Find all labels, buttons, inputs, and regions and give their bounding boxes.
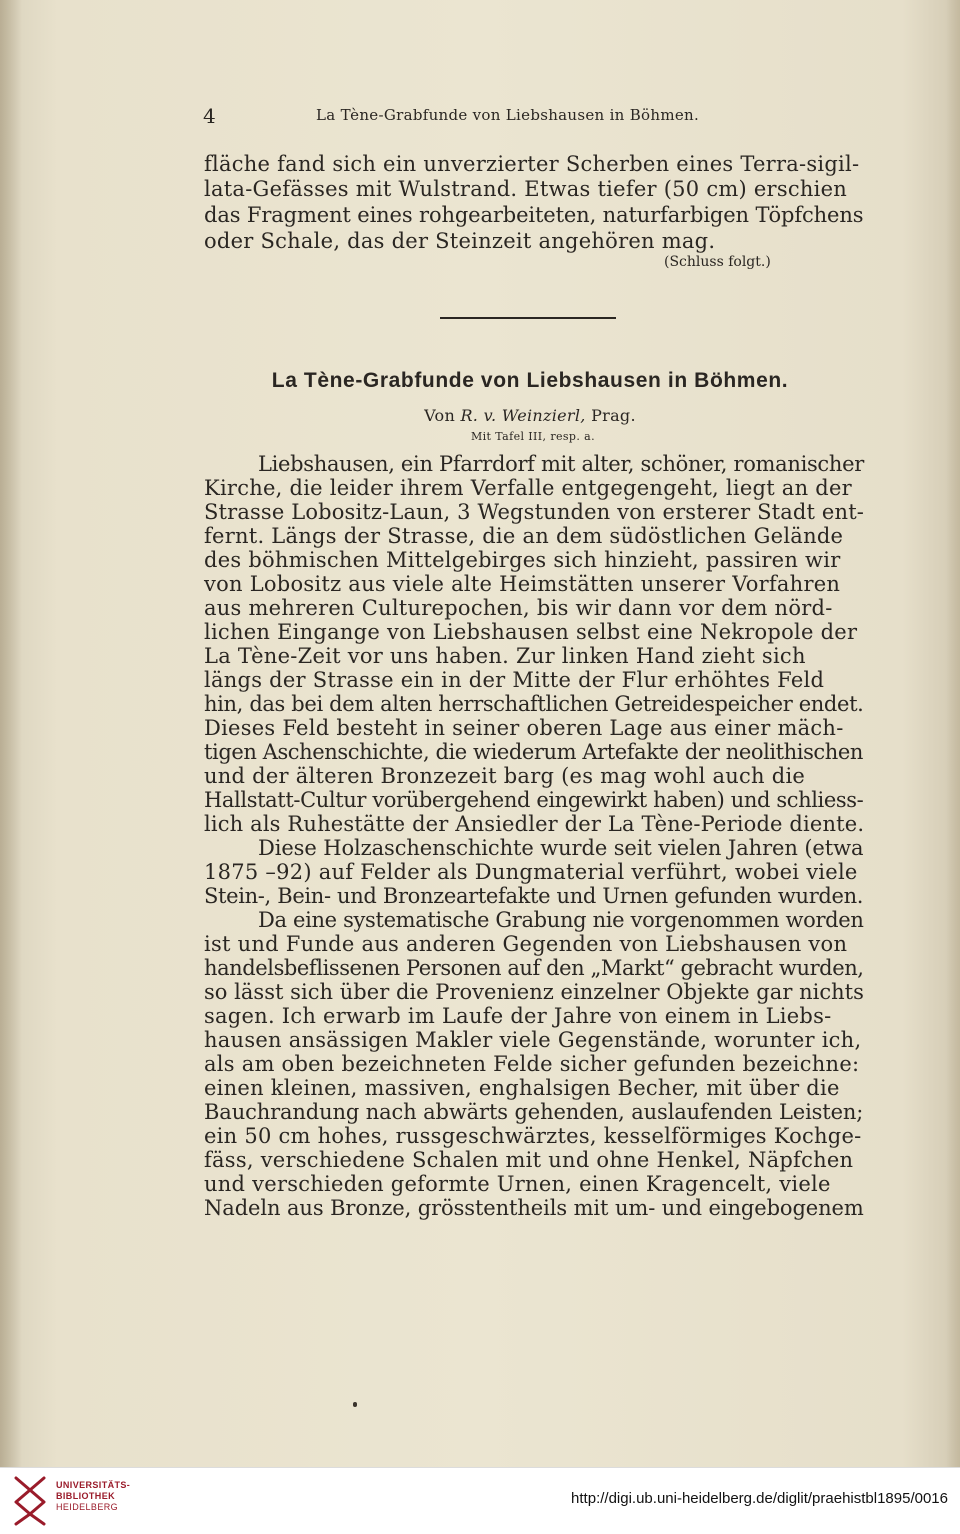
body-text-line: La Tène-Zeit vor uns haben. Zur linken Hand zieht sich	[204, 644, 806, 668]
body-text-line: ein 50 cm hohes, russgeschwärztes, kesselförmiges Kochge-	[204, 1124, 862, 1148]
body-text-line: lichen Eingange von Liebshausen selbst eine Nekropole der	[204, 620, 858, 644]
previous-text-line: fläche fand sich ein unverzierter Scherben eines Terra-sigil-	[204, 152, 860, 176]
body-text-line: lich als Ruhestätte der Ansiedler der La Tène-Periode diente.	[204, 812, 865, 836]
body-text-line: sagen. Ich erwarb im Laufe der Jahre von einem in Liebs-	[204, 1004, 832, 1028]
body-text-line: als am oben bezeichneten Felde sicher gefunden bezeichne:	[204, 1052, 860, 1076]
body-text-line: von Lobositz aus viele alte Heimstätten unserer Vorfahren	[204, 572, 841, 596]
body-text-line: längs der Strasse ein in der Mitte der Flur erhöhtes Feld	[204, 668, 825, 692]
body-text-line: Stein-, Bein- und Bronzeartefakte und Urnen gefunden wurden.	[204, 884, 864, 908]
body-text-line: Liebshausen, ein Pfarrdorf mit alter, schöner, romanischer	[258, 452, 864, 476]
library-name	[56, 1480, 130, 1513]
body-text-line: Strasse Lobositz-Laun, 3 Wegstunden von ersterer Stadt ent-	[204, 500, 865, 524]
body-text-line: Da eine systematische Grabung nie vorgenommen worden	[258, 908, 864, 932]
previous-text-line: oder Schale, das der Steinzeit angehören mag.	[204, 229, 716, 253]
page-number: 4	[203, 104, 216, 128]
previous-text-line: das Fragment eines rohgearbeiteten, naturfarbigen Töpfchens	[204, 203, 864, 227]
plate-reference: Mit Tafel III, resp. a.	[470, 430, 596, 443]
body-text-line: des böhmischen Mittelgebirges sich hinzieht, passiren wir	[204, 548, 841, 572]
body-text-line: Kirche, die leider ihrem Verfalle entgegengeht, liegt an der	[204, 476, 852, 500]
running-head: La Tène-Grabfunde von Liebshausen in Böhmen.	[316, 106, 700, 124]
body-text-line: Nadeln aus Bronze, grösstentheils mit um- und eingebogenem	[204, 1196, 864, 1220]
digitization-footer	[0, 1467, 960, 1534]
previous-text-line: lata-Gefässes mit Wulstrand. Etwas tiefer (50 cm) erschien	[204, 177, 848, 201]
permalink-url[interactable]: http://digi.ub.uni-heidelberg.de/diglit/praehistbl1895/0016	[571, 1490, 948, 1507]
body-text-line: Bauchrandung nach abwärts gehenden, auslaufenden Leisten;	[204, 1100, 864, 1124]
author-name: R. v. Weinzierl,	[460, 406, 586, 425]
article-title: La Tène-Grabfunde von Liebshausen in Böhmen.	[271, 369, 789, 392]
ink-speck	[353, 1402, 357, 1407]
body-text-line: tigen Aschenschichte, die wiederum Artefakte der neolithischen	[204, 740, 863, 764]
byline-prefix: Von	[424, 406, 461, 425]
body-text-line: so lässt sich über die Provenienz einzelner Objekte gar nichts	[204, 980, 864, 1004]
section-divider	[440, 317, 616, 319]
body-text-line: fernt. Längs der Strasse, die an dem südöstlichen Gelände	[204, 524, 844, 548]
byline	[0, 406, 960, 425]
body-text-line: Dieses Feld besteht in seiner oberen Lage aus einer mäch-	[204, 716, 844, 740]
body-text-line: handelsbeflissenen Personen auf den „Markt“ gebracht wurden,	[204, 956, 864, 980]
body-text-line: fäss, verschiedene Schalen mit und ohne Henkel, Näpfchen	[204, 1148, 854, 1172]
body-text-line: 1875 –92) auf Felder als Dungmaterial verführt, wobei viele	[204, 860, 858, 884]
body-text-line: aus mehreren Culturepochen, bis wir dann vor dem nörd-	[204, 596, 833, 620]
body-text-line: Diese Holzaschenschichte wurde seit vielen Jahren (etwa	[258, 836, 864, 860]
body-text-line: hausen ansässigen Makler viele Gegenstände, worunter ich,	[204, 1028, 862, 1052]
byline-location: Prag.	[585, 406, 636, 425]
body-text-line: Hallstatt-Cultur vorübergehend eingewirkt haben) und schliess-	[204, 788, 864, 812]
body-text-line: einen kleinen, massiven, enghalsigen Becher, mit über die	[204, 1076, 840, 1100]
continued-note: (Schluss folgt.)	[664, 254, 771, 270]
body-text-line: hin, das bei dem alten herrschaftlichen Getreidespeicher endet.	[204, 692, 864, 716]
library-name-line3: HEIDELBERG	[56, 1502, 119, 1512]
university-library-logo-icon	[10, 1474, 50, 1528]
library-name-line2: BIBLIOTHEK	[56, 1491, 115, 1501]
body-text-line: und verschieden geformte Urnen, einen Kragencelt, viele	[204, 1172, 831, 1196]
body-text-line: ist und Funde aus anderen Gegenden von Liebshausen von	[204, 932, 848, 956]
library-name-line1: UNIVERSITÄTS-	[56, 1480, 131, 1490]
body-text-line: und der älteren Bronzezeit barg (es mag wohl auch die	[204, 764, 806, 788]
